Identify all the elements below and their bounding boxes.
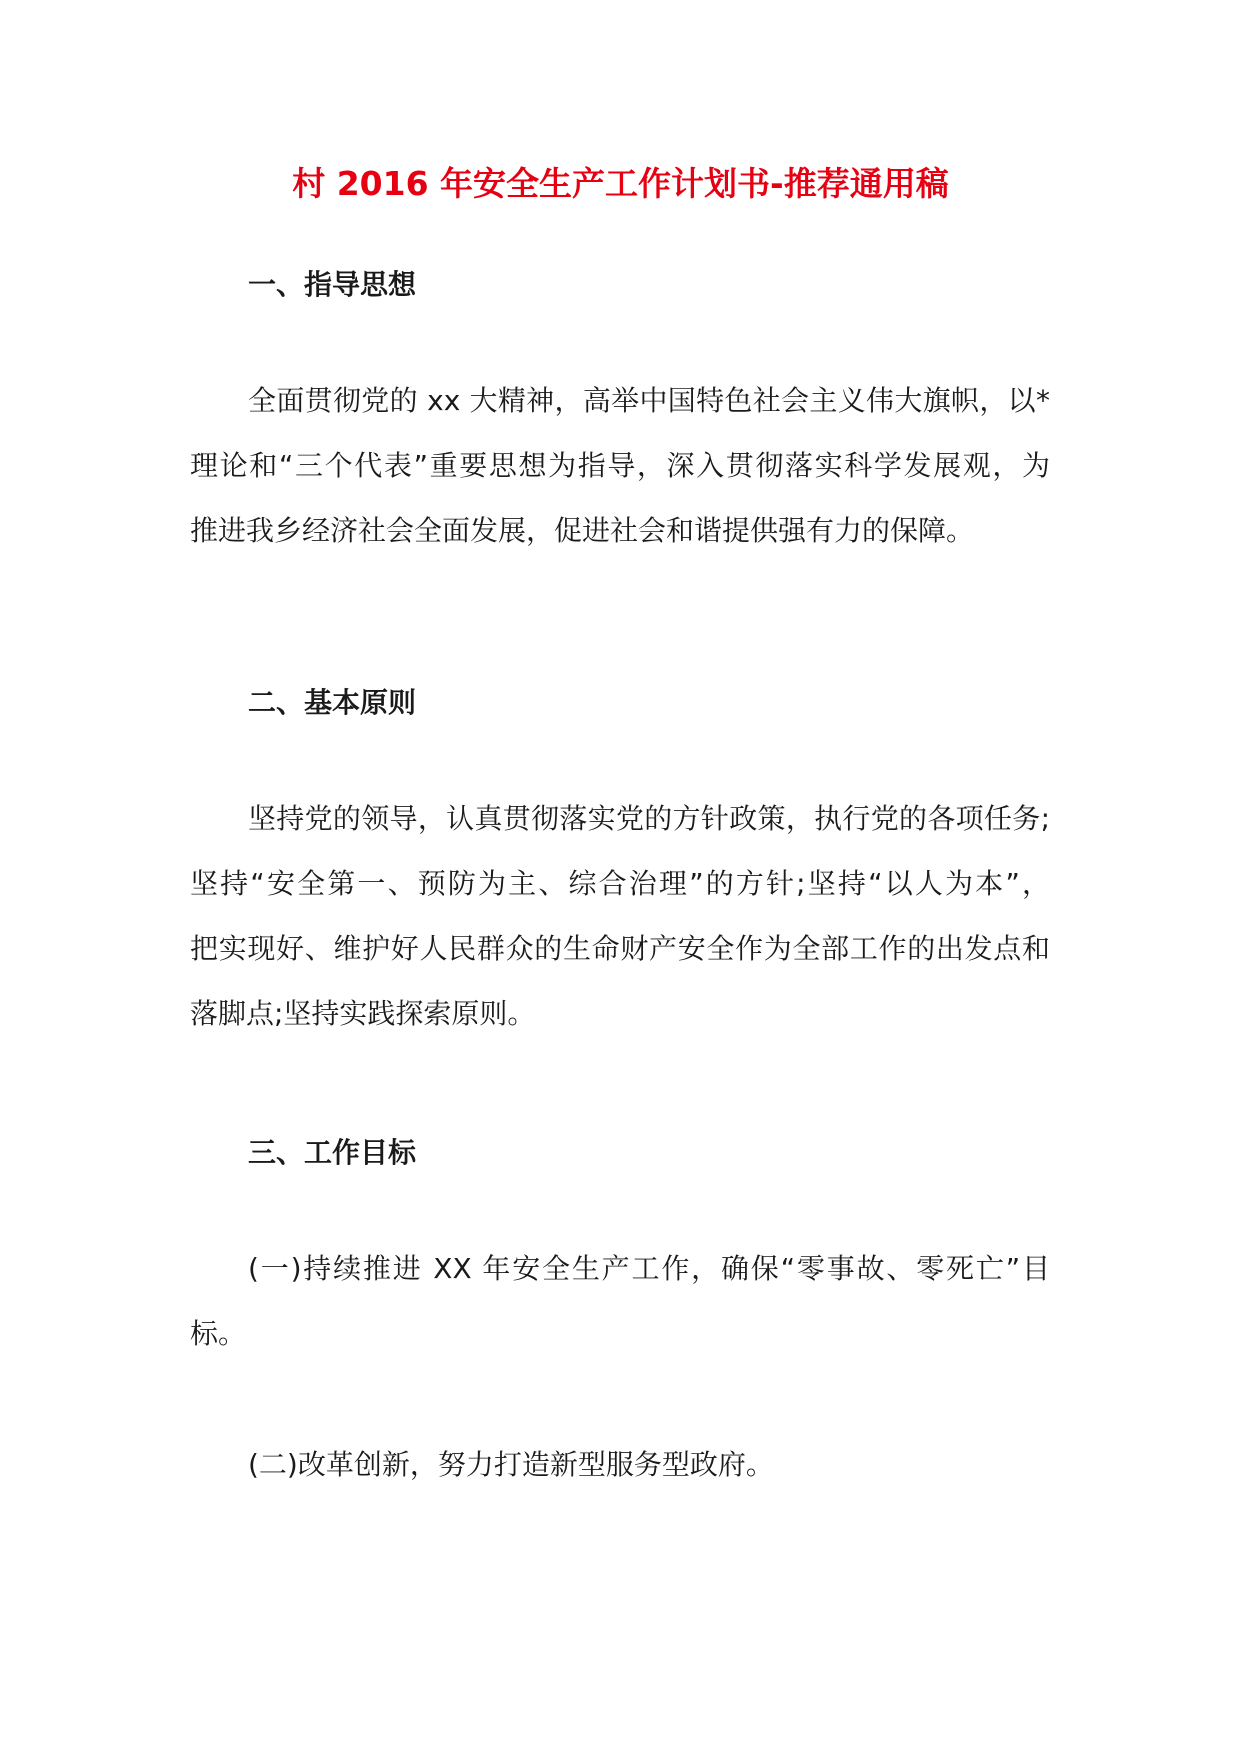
paragraph-line: 推进我乡经济社会全面发展，促进社会和谐提供强有力的保障。 [190,514,975,547]
paragraph-line: 坚持“安全第一、预防为主、综合治理”的方针;坚持“以人为本”， [190,867,1050,900]
paragraph-line: 标。 [190,1317,247,1350]
paragraph-line: (二)改革创新，努力打造新型服务型政府。 [248,1448,774,1481]
paragraph-goal-item-2 [190,1432,1050,1497]
paragraph-line: 坚持党的领导，认真贯彻落实党的方针政策，执行党的各项任务; [248,802,1050,835]
paragraph-goal-item-1 [190,1236,1050,1366]
paragraph-line: 理论和“三个代表”重要思想为指导，深入贯彻落实科学发展观，为 [190,449,1050,482]
paragraph-line: 全面贯彻党的 xx 大精神，高举中国特色社会主义伟大旗帜，以* [248,384,1050,417]
paragraph-line: 把实现好、维护好人民群众的生命财产安全作为全部工作的出发点和 [190,932,1050,965]
paragraph-basic-principles [190,786,1050,1046]
section-heading-work-goals: 三、工作目标 [248,1136,417,1169]
section-heading-basic-principles: 二、基本原则 [248,686,417,719]
paragraph-line: (一)持续推进 XX 年安全生产工作，确保“零事故、零死亡”目 [248,1252,1050,1285]
paragraph-guiding-ideology [190,368,1050,563]
document-title: 村 2016 年安全生产工作计划书-推荐通用稿 [292,164,949,203]
paragraph-line: 落脚点;坚持实践探索原则。 [190,997,536,1030]
section-heading-guiding-ideology: 一、指导思想 [248,268,417,301]
